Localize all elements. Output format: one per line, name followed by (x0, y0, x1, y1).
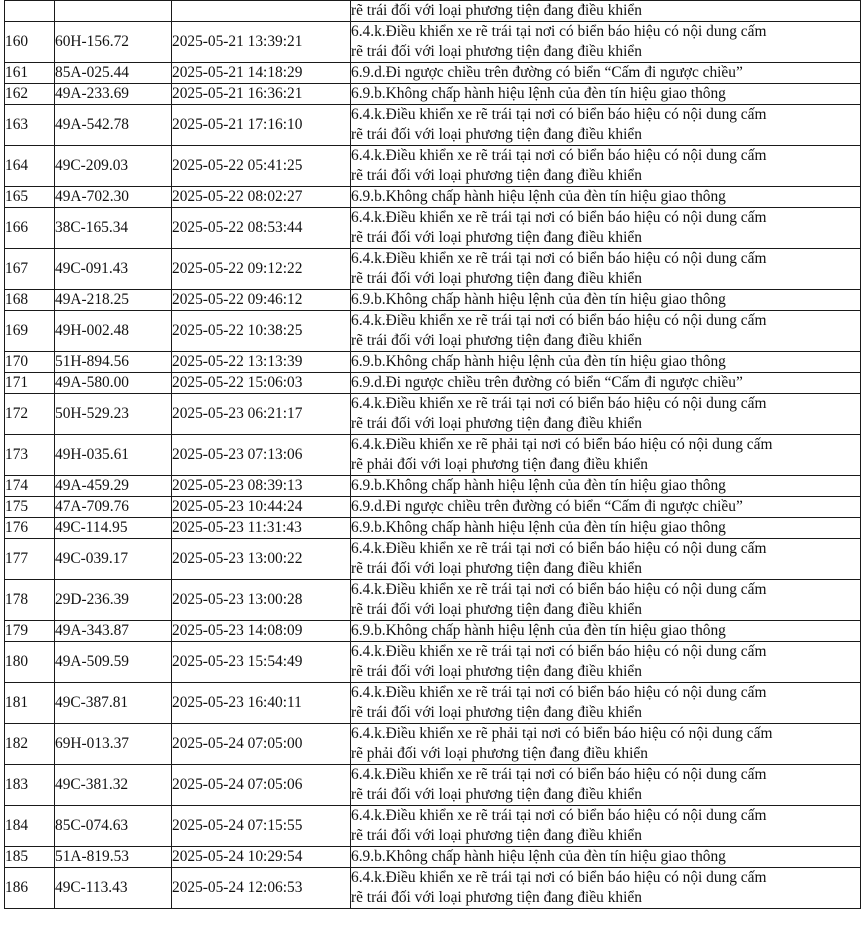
timestamp-cell: 2025-05-21 14:18:29 (172, 63, 351, 84)
violation-line: rẽ trái đối với loại phương tiện đang điều khiển (351, 560, 642, 577)
violation-cell (351, 580, 861, 621)
row-number-cell: 161 (5, 63, 55, 84)
row-number-cell: 172 (5, 394, 55, 435)
table-row (5, 311, 861, 352)
plate-cell: 49C-039.17 (55, 539, 172, 580)
plate-cell: 49C-387.81 (55, 683, 172, 724)
table-row (5, 63, 861, 84)
plate-cell: 49H-002.48 (55, 311, 172, 352)
violation-cell (351, 146, 861, 187)
timestamp-cell: 2025-05-22 15:06:03 (172, 373, 351, 394)
violation-line: 6.9.d.Đi ngược chiều trên đường có biển “Cấm đi ngược chiều” (351, 64, 743, 81)
table-row (5, 22, 861, 63)
table-row (5, 497, 861, 518)
row-number-cell: 173 (5, 435, 55, 476)
violation-cell (351, 249, 861, 290)
row-number-cell: 177 (5, 539, 55, 580)
table-row (5, 765, 861, 806)
violation-line: rẽ trái đối với loại phương tiện đang điều khiển (351, 704, 642, 721)
timestamp-cell: 2025-05-21 16:36:21 (172, 84, 351, 105)
timestamp-cell: 2025-05-22 08:02:27 (172, 187, 351, 208)
table-row (5, 476, 861, 497)
row-number-cell: 170 (5, 352, 55, 373)
table-row (5, 146, 861, 187)
violation-line: 6.4.k.Điều khiển xe rẽ trái tại nơi có biển báo hiệu có nội dung cấm (351, 581, 767, 598)
violation-line: 6.4.k.Điều khiển xe rẽ trái tại nơi có biển báo hiệu có nội dung cấm (351, 250, 767, 267)
row-number-cell: 163 (5, 105, 55, 146)
row-number-cell: 182 (5, 724, 55, 765)
plate-cell: 60H-156.72 (55, 22, 172, 63)
timestamp-cell (172, 1, 351, 22)
violation-cell (351, 724, 861, 765)
timestamp-cell: 2025-05-22 08:53:44 (172, 208, 351, 249)
timestamp-cell: 2025-05-23 16:40:11 (172, 683, 351, 724)
violation-line: rẽ trái đối với loại phương tiện đang điều khiển (351, 167, 642, 184)
violation-line: 6.4.k.Điều khiển xe rẽ trái tại nơi có biển báo hiệu có nội dung cấm (351, 395, 767, 412)
violation-cell (351, 847, 861, 868)
timestamp-cell: 2025-05-21 13:39:21 (172, 22, 351, 63)
violation-line: 6.9.b.Không chấp hành hiệu lệnh của đèn tín hiệu giao thông (351, 477, 726, 494)
plate-cell: 49C-381.32 (55, 765, 172, 806)
timestamp-cell: 2025-05-24 07:15:55 (172, 806, 351, 847)
violation-cell (351, 621, 861, 642)
violation-cell (351, 290, 861, 311)
plate-cell: 49A-580.00 (55, 373, 172, 394)
row-number-cell (5, 1, 55, 22)
row-number-cell: 169 (5, 311, 55, 352)
timestamp-cell: 2025-05-23 14:08:09 (172, 621, 351, 642)
violation-cell (351, 765, 861, 806)
table-row (5, 847, 861, 868)
row-number-cell: 164 (5, 146, 55, 187)
table-row (5, 352, 861, 373)
violation-line: 6.9.b.Không chấp hành hiệu lệnh của đèn tín hiệu giao thông (351, 85, 726, 102)
violation-line: 6.4.k.Điều khiển xe rẽ trái tại nơi có biển báo hiệu có nội dung cấm (351, 312, 767, 329)
timestamp-cell: 2025-05-24 07:05:06 (172, 765, 351, 806)
plate-cell: 47A-709.76 (55, 497, 172, 518)
timestamp-cell: 2025-05-22 13:13:39 (172, 352, 351, 373)
violation-line: 6.4.k.Điều khiển xe rẽ trái tại nơi có biển báo hiệu có nội dung cấm (351, 147, 767, 164)
row-number-cell: 160 (5, 22, 55, 63)
violation-line: 6.9.b.Không chấp hành hiệu lệnh của đèn tín hiệu giao thông (351, 291, 726, 308)
violation-cell (351, 476, 861, 497)
violation-cell (351, 187, 861, 208)
violation-cell (351, 806, 861, 847)
violation-cell (351, 868, 861, 909)
timestamp-cell: 2025-05-22 05:41:25 (172, 146, 351, 187)
plate-cell: 49C-209.03 (55, 146, 172, 187)
violation-cell (351, 22, 861, 63)
plate-cell: 49A-218.25 (55, 290, 172, 311)
plate-cell: 49H-035.61 (55, 435, 172, 476)
row-number-cell: 167 (5, 249, 55, 290)
violation-line: rẽ trái đối với loại phương tiện đang điều khiển (351, 126, 642, 143)
plate-cell: 49C-114.95 (55, 518, 172, 539)
table-row (5, 724, 861, 765)
table-row (5, 105, 861, 146)
violation-line: 6.9.b.Không chấp hành hiệu lệnh của đèn tín hiệu giao thông (351, 188, 726, 205)
plate-cell: 49A-459.29 (55, 476, 172, 497)
violations-table-body (5, 1, 861, 909)
violation-cell (351, 84, 861, 105)
row-number-cell: 186 (5, 868, 55, 909)
table-row (5, 435, 861, 476)
violation-line: rẽ trái đối với loại phương tiện đang điều khiển (351, 332, 642, 349)
plate-cell: 85A-025.44 (55, 63, 172, 84)
plate-cell: 51A-819.53 (55, 847, 172, 868)
plate-cell: 49C-091.43 (55, 249, 172, 290)
table-row (5, 580, 861, 621)
violation-line: 6.9.b.Không chấp hành hiệu lệnh của đèn tín hiệu giao thông (351, 848, 726, 865)
violation-line: 6.4.k.Điều khiển xe rẽ phải tại nơi có biển báo hiệu có nội dung cấm (351, 725, 773, 742)
row-number-cell: 171 (5, 373, 55, 394)
violation-line: 6.4.k.Điều khiển xe rẽ trái tại nơi có biển báo hiệu có nội dung cấm (351, 209, 767, 226)
plate-cell: 85C-074.63 (55, 806, 172, 847)
violation-line: rẽ trái đối với loại phương tiện đang điều khiển (351, 601, 642, 618)
plate-cell: 38C-165.34 (55, 208, 172, 249)
plate-cell: 49A-542.78 (55, 105, 172, 146)
violation-cell (351, 683, 861, 724)
table-row (5, 249, 861, 290)
timestamp-cell: 2025-05-24 10:29:54 (172, 847, 351, 868)
violation-line: 6.4.k.Điều khiển xe rẽ trái tại nơi có biển báo hiệu có nội dung cấm (351, 540, 767, 557)
row-number-cell: 185 (5, 847, 55, 868)
row-number-cell: 176 (5, 518, 55, 539)
violation-line: 6.4.k.Điều khiển xe rẽ trái tại nơi có biển báo hiệu có nội dung cấm (351, 106, 767, 123)
violation-line: rẽ trái đối với loại phương tiện đang điều khiển (351, 889, 642, 906)
violation-cell (351, 105, 861, 146)
table-row (5, 373, 861, 394)
timestamp-cell: 2025-05-24 12:06:53 (172, 868, 351, 909)
timestamp-cell: 2025-05-21 17:16:10 (172, 105, 351, 146)
timestamp-cell: 2025-05-23 06:21:17 (172, 394, 351, 435)
row-number-cell: 175 (5, 497, 55, 518)
plate-cell (55, 1, 172, 22)
violation-line: 6.4.k.Điều khiển xe rẽ trái tại nơi có biển báo hiệu có nội dung cấm (351, 807, 767, 824)
plate-cell: 50H-529.23 (55, 394, 172, 435)
violation-cell (351, 208, 861, 249)
violation-line: rẽ phải đối với loại phương tiện đang điều khiển (351, 745, 648, 762)
violation-cell (351, 1, 861, 22)
table-row (5, 642, 861, 683)
row-number-cell: 168 (5, 290, 55, 311)
violation-line: rẽ trái đối với loại phương tiện đang điều khiển (351, 827, 642, 844)
violation-cell (351, 311, 861, 352)
table-row (5, 539, 861, 580)
table-row-continued (5, 1, 861, 22)
table-row (5, 518, 861, 539)
violation-cell (351, 435, 861, 476)
row-number-cell: 184 (5, 806, 55, 847)
violation-cell (351, 373, 861, 394)
table-row (5, 868, 861, 909)
row-number-cell: 178 (5, 580, 55, 621)
violation-line: rẽ trái đối với loại phương tiện đang điều khiển (351, 43, 642, 60)
violation-cell (351, 497, 861, 518)
violation-line: rẽ trái đối với loại phương tiện đang điều khiển (351, 270, 642, 287)
plate-cell: 49A-343.87 (55, 621, 172, 642)
timestamp-cell: 2025-05-23 08:39:13 (172, 476, 351, 497)
table-row (5, 806, 861, 847)
violation-line: 6.4.k.Điều khiển xe rẽ phải tại nơi có biển báo hiệu có nội dung cấm (351, 436, 773, 453)
table-row (5, 394, 861, 435)
violation-line: 6.4.k.Điều khiển xe rẽ trái tại nơi có biển báo hiệu có nội dung cấm (351, 643, 767, 660)
violation-cell (351, 352, 861, 373)
row-number-cell: 179 (5, 621, 55, 642)
row-number-cell: 166 (5, 208, 55, 249)
violation-line: 6.9.d.Đi ngược chiều trên đường có biển “Cấm đi ngược chiều” (351, 374, 743, 391)
violation-cell (351, 394, 861, 435)
plate-cell: 49A-509.59 (55, 642, 172, 683)
timestamp-cell: 2025-05-23 11:31:43 (172, 518, 351, 539)
row-number-cell: 181 (5, 683, 55, 724)
table-row (5, 84, 861, 105)
violation-line: rẽ trái đối với loại phương tiện đang điều khiển (351, 663, 642, 680)
timestamp-cell: 2025-05-23 15:54:49 (172, 642, 351, 683)
violation-line: 6.4.k.Điều khiển xe rẽ trái tại nơi có biển báo hiệu có nội dung cấm (351, 869, 767, 886)
violations-table (4, 0, 861, 909)
timestamp-cell: 2025-05-23 13:00:28 (172, 580, 351, 621)
plate-cell: 51H-894.56 (55, 352, 172, 373)
violation-line: rẽ trái đối với loại phương tiện đang điều khiển (351, 2, 642, 19)
table-row (5, 187, 861, 208)
violation-cell (351, 63, 861, 84)
plate-cell: 49C-113.43 (55, 868, 172, 909)
timestamp-cell: 2025-05-22 10:38:25 (172, 311, 351, 352)
violation-line: 6.9.b.Không chấp hành hiệu lệnh của đèn tín hiệu giao thông (351, 519, 726, 536)
violation-line: rẽ trái đối với loại phương tiện đang điều khiển (351, 786, 642, 803)
plate-cell: 69H-013.37 (55, 724, 172, 765)
row-number-cell: 183 (5, 765, 55, 806)
violation-line: 6.9.b.Không chấp hành hiệu lệnh của đèn tín hiệu giao thông (351, 622, 726, 639)
violation-cell (351, 539, 861, 580)
row-number-cell: 162 (5, 84, 55, 105)
plate-cell: 49A-702.30 (55, 187, 172, 208)
table-row (5, 208, 861, 249)
timestamp-cell: 2025-05-23 13:00:22 (172, 539, 351, 580)
violation-cell (351, 518, 861, 539)
timestamp-cell: 2025-05-24 07:05:00 (172, 724, 351, 765)
table-row (5, 621, 861, 642)
table-row (5, 290, 861, 311)
timestamp-cell: 2025-05-22 09:46:12 (172, 290, 351, 311)
violation-line: rẽ phải đối với loại phương tiện đang điều khiển (351, 456, 648, 473)
plate-cell: 49A-233.69 (55, 84, 172, 105)
violation-line: 6.4.k.Điều khiển xe rẽ trái tại nơi có biển báo hiệu có nội dung cấm (351, 684, 767, 701)
timestamp-cell: 2025-05-22 09:12:22 (172, 249, 351, 290)
timestamp-cell: 2025-05-23 07:13:06 (172, 435, 351, 476)
violation-line: 6.9.b.Không chấp hành hiệu lệnh của đèn tín hiệu giao thông (351, 353, 726, 370)
timestamp-cell: 2025-05-23 10:44:24 (172, 497, 351, 518)
violation-line: 6.4.k.Điều khiển xe rẽ trái tại nơi có biển báo hiệu có nội dung cấm (351, 766, 767, 783)
violation-line: rẽ trái đối với loại phương tiện đang điều khiển (351, 229, 642, 246)
plate-cell: 29D-236.39 (55, 580, 172, 621)
row-number-cell: 174 (5, 476, 55, 497)
row-number-cell: 165 (5, 187, 55, 208)
violation-line: 6.9.d.Đi ngược chiều trên đường có biển “Cấm đi ngược chiều” (351, 498, 743, 515)
table-row (5, 683, 861, 724)
violation-cell (351, 642, 861, 683)
row-number-cell: 180 (5, 642, 55, 683)
violation-line: rẽ trái đối với loại phương tiện đang điều khiển (351, 415, 642, 432)
violation-line: 6.4.k.Điều khiển xe rẽ trái tại nơi có biển báo hiệu có nội dung cấm (351, 23, 767, 40)
